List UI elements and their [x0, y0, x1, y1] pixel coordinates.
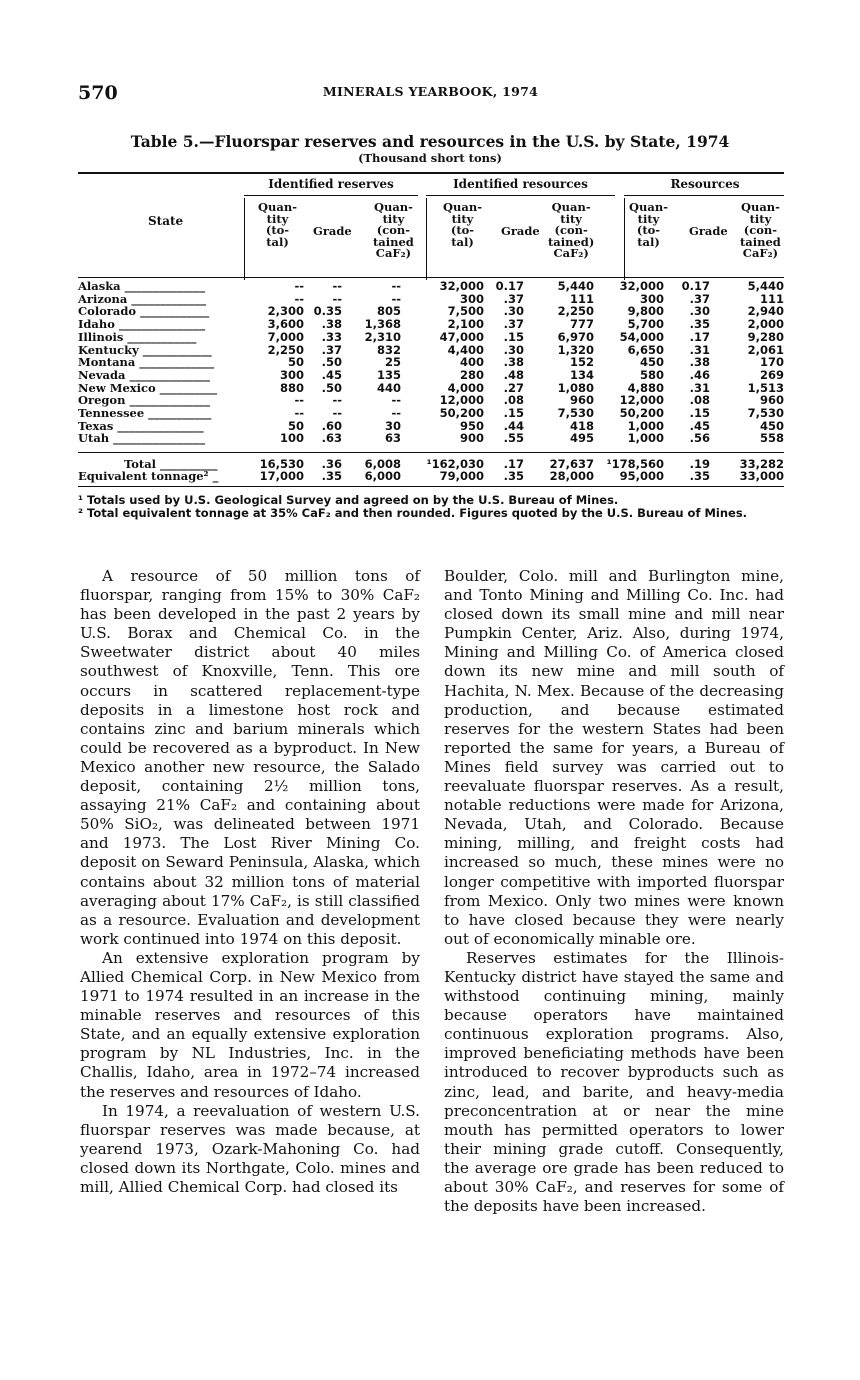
table-top-rule: [78, 172, 784, 174]
value-cell: 418: [569, 418, 594, 433]
value-cell: .30: [503, 342, 524, 357]
value-cell: --: [391, 406, 401, 420]
value-cell: .35: [689, 317, 710, 332]
value-cell: 1,000: [627, 418, 664, 433]
col-header-text: Quan- tity (to- tal): [629, 200, 668, 249]
value-cell: 777: [569, 317, 594, 332]
value-cell: 2,940: [747, 304, 784, 319]
value-cell: 30: [384, 418, 401, 433]
value-cell: 0.17: [681, 279, 710, 293]
table-row: [78, 293, 784, 306]
value-cell: .48: [503, 367, 524, 382]
table-bottom-rule: [78, 486, 784, 487]
value-cell: 17,000: [259, 469, 304, 483]
state-cell: Utah ________________: [78, 431, 206, 446]
value-cell: .56: [689, 431, 710, 446]
value-cell: 50,200: [439, 406, 484, 420]
value-cell: .38: [503, 355, 524, 370]
value-cell: 32,000: [619, 279, 664, 293]
value-cell: 2,310: [364, 329, 401, 344]
table-row: [78, 382, 784, 395]
value-cell: 50: [287, 418, 304, 433]
value-cell: --: [294, 279, 304, 293]
col-divider: [244, 198, 245, 280]
table-row: [78, 331, 784, 344]
value-cell: 54,000: [619, 329, 664, 344]
value-cell: 580: [639, 367, 664, 382]
value-cell: 300: [639, 291, 664, 306]
paragraph: Boulder, Colo. mill and Burlington mine, and Tonto Mining and Milling Co. Inc. had closed down its small mine and mill near Pumpkin Center, Ariz. Also, during 1974, Mining and Milling Co. of America closed down its new mine and mill south of Hachita, N. Mex. Because of the decreasing production, and because estimated reserves for the western States had been reported the same for years, a Bureau of Mines field survey was carried out to reevaluate fluorspar reserves. As a result, notable reductions were made for Arizona, Nevada, Utah, and Colorado. Because mining, milling, and freight costs had increased so much, these mines were no longer competitive with imported fluorspar from Mexico. Only two mines were known to have closed because they were nearly out of economically minable ore.: [444, 567, 784, 948]
state-cell: Nevada ______________: [78, 367, 210, 382]
value-cell: .19: [689, 457, 710, 471]
col-header-text: Grade: [501, 224, 540, 238]
col-header: [548, 202, 594, 260]
value-cell: 32,000: [439, 279, 484, 293]
value-cell: ¹178,560: [606, 457, 664, 471]
value-cell: 4,000: [447, 380, 484, 395]
value-cell: 3,600: [267, 317, 304, 332]
value-cell: 79,000: [439, 469, 484, 483]
value-cell: 4,400: [447, 342, 484, 357]
state-cell: Total __________: [124, 457, 218, 471]
value-cell: 450: [759, 418, 784, 433]
group-identified-resources: Identified resources: [453, 177, 588, 191]
value-cell: 900: [459, 431, 484, 446]
value-cell: 450: [639, 355, 664, 370]
value-cell: 2,000: [747, 317, 784, 332]
state-column-header: State: [148, 214, 184, 228]
value-cell: 63: [384, 431, 401, 446]
value-cell: .45: [321, 367, 342, 382]
group-rule: [426, 195, 615, 196]
table-row: [78, 407, 784, 420]
value-cell: .55: [503, 431, 524, 446]
value-cell: .31: [689, 380, 710, 395]
value-cell: 134: [569, 367, 594, 382]
table-row: [78, 470, 784, 483]
value-cell: 25: [384, 355, 401, 370]
table-row: [78, 318, 784, 331]
value-cell: 16,530: [259, 457, 304, 471]
footnote-1: ¹ Totals used by U.S. Geological Survey and agreed on by the U.S. Bureau of Mines.: [78, 493, 619, 507]
value-cell: .30: [689, 304, 710, 319]
table-row: [78, 394, 784, 407]
col-header-text: Grade: [313, 224, 352, 238]
group-identified-reserves: Identified reserves: [268, 177, 394, 191]
value-cell: 0.17: [495, 279, 524, 293]
value-cell: --: [332, 406, 342, 420]
value-cell: .44: [503, 418, 524, 433]
col-header-text: Quan- tity (to- tal): [258, 200, 297, 249]
col-header-text: Grade: [689, 224, 728, 238]
col-header: [443, 202, 482, 248]
group-rule: [244, 195, 418, 196]
col-header-text: Quan- tity (con- tained CaF₂): [740, 200, 781, 260]
value-cell: .60: [321, 418, 342, 433]
value-cell: 7,000: [267, 329, 304, 344]
table-row: [78, 344, 784, 357]
page-number: 570: [78, 82, 118, 104]
value-cell: 4,880: [627, 380, 664, 395]
paragraph: An extensive exploration program by Allied Chemical Corp. in New Mexico from 1971 to 1974 resulted in an increase in the minable reserves and resources of this State, and an equally extensive exploration program by NL Industries, Inc. in the Challis, Idaho, area in 1972–74 increased the reserves and resources of Idaho.: [80, 948, 420, 1101]
value-cell: .15: [503, 329, 524, 344]
value-cell: 100: [279, 431, 304, 446]
table-row: [78, 369, 784, 382]
value-cell: 33,282: [739, 457, 784, 471]
state-cell: Arizona _____________: [78, 291, 207, 306]
value-cell: .45: [689, 418, 710, 433]
value-cell: .46: [689, 367, 710, 382]
table-title: Table 5.—Fluorspar reserves and resources in the U.S. by State, 1974: [130, 132, 730, 151]
value-cell: 960: [759, 393, 784, 408]
value-cell: .37: [321, 342, 342, 357]
value-cell: 95,000: [619, 469, 664, 483]
col-header: [258, 202, 297, 248]
value-cell: .17: [503, 457, 524, 471]
value-cell: --: [332, 291, 342, 306]
value-cell: --: [332, 393, 342, 408]
group-resources: Resources: [670, 177, 740, 191]
value-cell: 9,280: [747, 329, 784, 344]
value-cell: 960: [569, 393, 594, 408]
state-cell: Illinois ____________: [78, 329, 197, 344]
state-cell: Texas _______________: [78, 418, 204, 433]
value-cell: 2,300: [267, 304, 304, 319]
value-cell: 5,440: [557, 279, 594, 293]
value-cell: 12,000: [619, 393, 664, 408]
total-rule: [78, 452, 784, 453]
value-cell: 805: [376, 304, 401, 319]
col-header: [689, 226, 728, 238]
value-cell: 558: [759, 431, 784, 446]
value-cell: 50,200: [619, 406, 664, 420]
value-cell: 0.35: [313, 304, 342, 319]
value-cell: .30: [503, 304, 524, 319]
table-row: [78, 280, 784, 293]
value-cell: 440: [376, 380, 401, 395]
col-header-text: Quan- tity (to- tal): [443, 200, 482, 249]
value-cell: 6,008: [364, 457, 401, 471]
state-cell: Colorado ____________: [78, 304, 210, 319]
body-column-right: [444, 567, 784, 1216]
value-cell: 832: [376, 342, 401, 357]
col-divider: [624, 198, 625, 280]
footnote-2: ² Total equivalent tonnage at 35% CaF₂ and then rounded. Figures quoted by the U.S. Bureau of Mines.: [78, 506, 748, 520]
state-cell: Montana _____________: [78, 355, 215, 370]
value-cell: .08: [503, 393, 524, 408]
value-cell: 495: [569, 431, 594, 446]
value-cell: 9,800: [627, 304, 664, 319]
value-cell: .15: [503, 406, 524, 420]
value-cell: 880: [279, 380, 304, 395]
value-cell: 1,000: [627, 431, 664, 446]
value-cell: 1,513: [747, 380, 784, 395]
value-cell: 300: [459, 291, 484, 306]
value-cell: 7,530: [557, 406, 594, 420]
value-cell: .08: [689, 393, 710, 408]
value-cell: 5,440: [747, 279, 784, 293]
value-cell: .31: [689, 342, 710, 357]
value-cell: 170: [759, 355, 784, 370]
value-cell: 50: [287, 355, 304, 370]
value-cell: .35: [689, 469, 710, 483]
value-cell: .17: [689, 329, 710, 344]
value-cell: 135: [376, 367, 401, 382]
body-column-left: [80, 567, 420, 1197]
value-cell: .38: [689, 355, 710, 370]
state-cell: Tennessee ___________: [78, 406, 212, 420]
state-cell: Alaska ______________: [78, 279, 206, 293]
value-cell: 12,000: [439, 393, 484, 408]
value-cell: 6,000: [364, 469, 401, 483]
state-cell: Kentucky ____________: [78, 342, 212, 357]
value-cell: --: [332, 279, 342, 293]
value-cell: .35: [321, 469, 342, 483]
value-cell: .50: [321, 355, 342, 370]
value-cell: 5,700: [627, 317, 664, 332]
value-cell: 1,368: [364, 317, 401, 332]
value-cell: .36: [321, 457, 342, 471]
value-cell: --: [391, 393, 401, 408]
col-divider: [426, 198, 427, 280]
value-cell: .33: [321, 329, 342, 344]
value-cell: 6,970: [557, 329, 594, 344]
col-header-text: Quan- tity (con- tained CaF₂): [373, 200, 414, 260]
value-cell: 7,500: [447, 304, 484, 319]
value-cell: 300: [279, 367, 304, 382]
value-cell: 27,637: [549, 457, 594, 471]
value-cell: 269: [759, 367, 784, 382]
state-cell: New Mexico __________: [78, 380, 218, 395]
value-cell: 2,250: [557, 304, 594, 319]
paragraph: In 1974, a reevaluation of western U.S. fluorspar reserves was made because, at yearend 1973, Ozark-Mahoning Co. had closed down its Northgate, Colo. mines and mill, Allied Chemical Corp. had closed its: [80, 1101, 420, 1196]
paragraph: Reserves estimates for the Illinois-Kentucky district have stayed the same and withstood continuing mining, mainly because operators have maintained continuous exploration programs. Also, improved beneficiating methods have been introduced to recover byproducts such as zinc, lead, and barite, and heavy-media preconcentration at or near the mine mouth has permitted operators to lower their mining grade cutoff. Consequently, the average ore grade has been reduced to about 30% CaF₂, and reserves for some of the deposits have been increased.: [444, 948, 784, 1216]
value-cell: --: [391, 279, 401, 293]
table-row: [78, 432, 784, 445]
state-cell: Idaho _______________: [78, 317, 206, 332]
col-header: [501, 226, 540, 238]
value-cell: .50: [321, 380, 342, 395]
group-rule: [624, 195, 784, 196]
value-cell: .37: [503, 317, 524, 332]
value-cell: 6,650: [627, 342, 664, 357]
value-cell: --: [294, 291, 304, 306]
page-header: [78, 82, 783, 106]
value-cell: --: [294, 406, 304, 420]
value-cell: .27: [503, 380, 524, 395]
value-cell: 1,080: [557, 380, 594, 395]
value-cell: 2,061: [747, 342, 784, 357]
value-cell: 950: [459, 418, 484, 433]
value-cell: --: [294, 393, 304, 408]
value-cell: 1,320: [557, 342, 594, 357]
table-row: [78, 305, 784, 318]
value-cell: --: [391, 291, 401, 306]
value-cell: .37: [689, 291, 710, 306]
value-cell: 111: [569, 291, 594, 306]
state-cell: Equivalent tonnage² _: [78, 469, 219, 483]
table-row: [78, 420, 784, 433]
value-cell: .15: [689, 406, 710, 420]
table-row: [78, 356, 784, 369]
col-header: [740, 202, 781, 260]
value-cell: .35: [503, 469, 524, 483]
state-cell: Oregon ______________: [78, 393, 210, 408]
value-cell: .63: [321, 431, 342, 446]
col-header: [629, 202, 668, 248]
value-cell: 33,000: [739, 469, 784, 483]
value-cell: 2,250: [267, 342, 304, 357]
value-cell: 28,000: [549, 469, 594, 483]
running-title: MINERALS YEARBOOK, 1974: [322, 84, 539, 99]
col-header: [373, 202, 414, 260]
col-header: [313, 226, 352, 238]
value-cell: 7,530: [747, 406, 784, 420]
value-cell: 280: [459, 367, 484, 382]
value-cell: .38: [321, 317, 342, 332]
header-bottom-rule: [78, 277, 784, 278]
value-cell: ¹162,030: [426, 457, 484, 471]
value-cell: 152: [569, 355, 594, 370]
value-cell: .37: [503, 291, 524, 306]
value-cell: 2,100: [447, 317, 484, 332]
value-cell: 111: [759, 291, 784, 306]
value-cell: 47,000: [439, 329, 484, 344]
value-cell: 400: [459, 355, 484, 370]
table-subtitle: (Thousand short tons): [358, 151, 502, 165]
paragraph: A resource of 50 million tons of fluorspar, ranging from 15% to 30% CaF₂ has been developed in the past 2 years by U.S. Borax and Chemical Co. in the Sweetwater district about 40 miles southwest of Knoxville, Tenn. This ore occurs in scattered replacement-type deposits in a limestone host rock and contains zinc and barium minerals which could be recovered as a byproduct. In New Mexico another new resource, the Salado deposit, containing 2½ million tons, assaying 21% CaF₂ and containing about 50% SiO₂, was delineated between 1971 and 1973. The Lost River Mining Co. deposit on Seward Peninsula, Alaska, which contains about 32 million tons of material averaging about 17% CaF₂, is still classified as a resource. Evaluation and development work continued into 1974 on this deposit.: [80, 567, 420, 948]
col-header-text: Quan- tity (con- tained) CaF₂): [548, 200, 595, 260]
